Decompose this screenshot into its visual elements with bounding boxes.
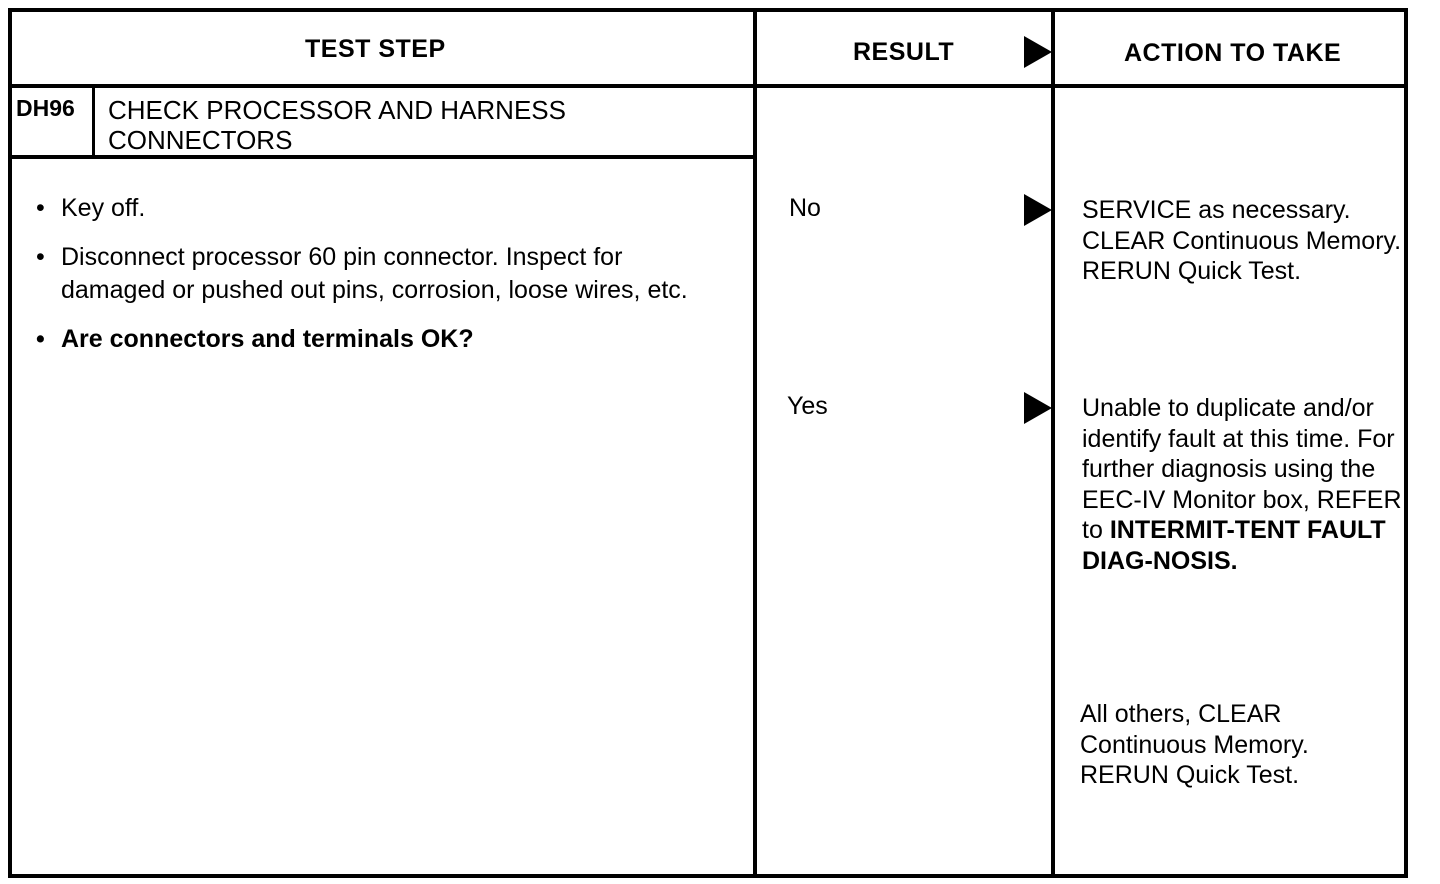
result-yes-arrow-icon [1024,392,1052,424]
step-title-line-1: CHECK PROCESSOR AND HARNESS [108,95,566,125]
action-no: SERVICE as necessary. CLEAR Continuous Memory. RERUN Quick Test. [1082,196,1402,285]
instruction-item: • Key off. [36,192,726,225]
step-code: DH96 [16,95,75,121]
step-title [108,95,728,155]
result-yes: Yes [787,392,828,420]
instruction-item: • Disconnect processor 60 pin connector. Inspect for damaged or pushed out pins, corrosion, loose wires, etc. [36,241,726,307]
action-all-others: All others, CLEAR Continuous Memory. RERUN Quick Test. [1080,700,1309,789]
header-action: ACTION TO TAKE [1124,39,1342,67]
action-yes-reference: INTERMIT-TENT FAULT DIAG-NOSIS. [1082,516,1386,575]
header-test-step: TEST STEP [305,35,446,63]
action-yes [1082,393,1402,576]
column-divider-action [1051,8,1055,878]
action-yes-text: Unable to duplicate and/or identify fault at this time. For further diagnosis using the EEC-IV Monitor box, REFER to [1082,394,1402,544]
header-arrow-icon [1024,36,1052,68]
step-title-line-2: CONNECTORS [108,125,293,155]
header-result: RESULT [853,38,955,66]
column-divider-result [753,8,757,878]
instruction-question: • Are connectors and terminals OK? [36,323,726,356]
result-no: No [789,194,821,222]
header-rule [8,84,1408,88]
code-divider [92,87,95,157]
step-title-rule [8,155,757,159]
result-no-arrow-icon [1024,194,1052,226]
step-instructions [36,192,726,372]
